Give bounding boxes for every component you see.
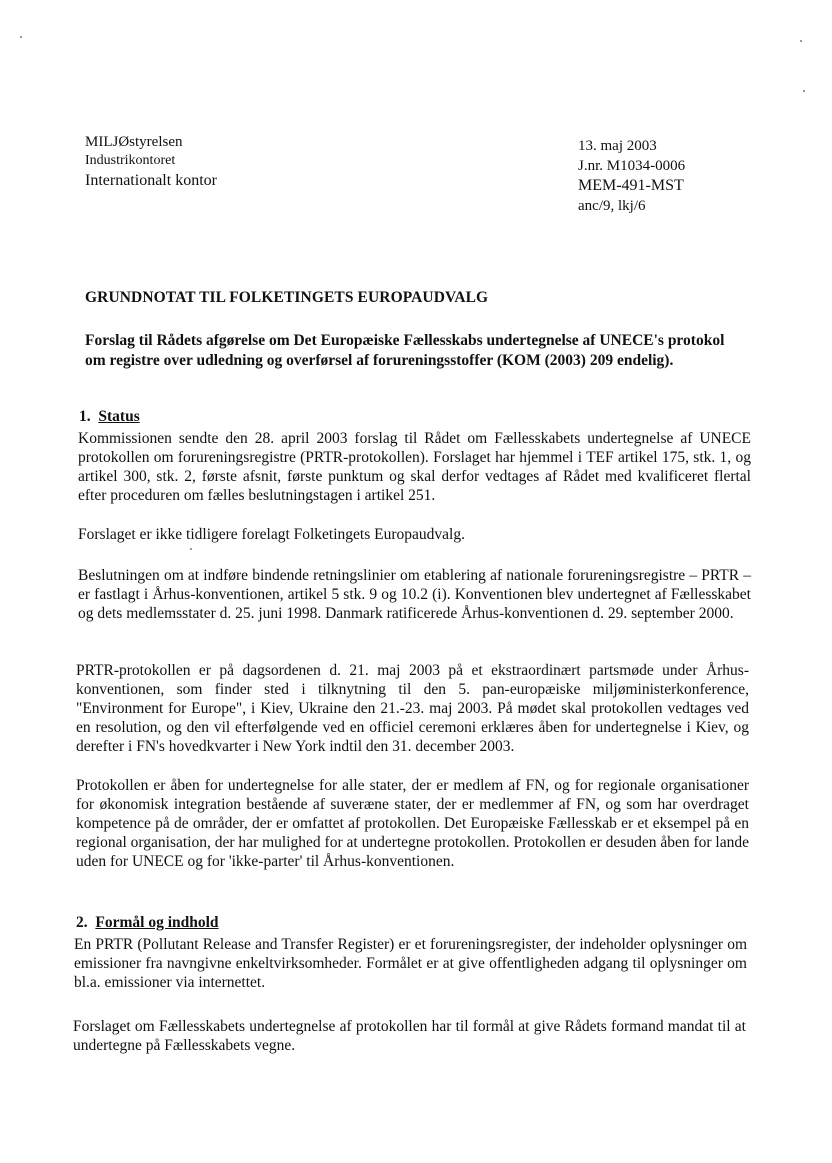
paragraph: PRTR-protokollen er på dagsordenen d. 21. maj 2003 på et ekstraordinært partsmøde under Århus-konventionen, som finder sted i tilknytning til den 5. pan-europæiske miljøministerkonference, "Environment for Europe", i Kiev, Ukraine den 21.-23. maj 2003. På mødet skal protokollen vedtages ved en resolution, og den vil efterfølgende ved en officiel ceremoni erklæres åben for undertegnelse i Kiev, og derefter i FN's hovedkvarter i New York indtil den 31. december 2003. [76,662,749,755]
scan-speck [800,40,802,42]
section-1-heading [79,407,749,426]
section-title: Status [98,408,140,425]
paragraph: En PRTR (Pollutant Release and Transfer Register) er et forureningsregister, der indeholder oplysninger om emissioner fra navngivne enkeltvirksomheder. Formålet er at give offentligheden adgang til oplysninger om bl.a. emissioner via internettet. [74,936,747,991]
paragraph: Kommissionen sendte den 28. april 2003 forslag til Rådet om Fællesskabets undertegnelse af UNECE protokollen om forureningsregistre (PRTR-protokollen). Forslaget har hjemmel i TEF artikel 175, stk. 1, og artikel 300, stk. 2, første afsnit, første punktum og skal derfor vedtages af Rådet med kvalificeret flertal efter proceduren om fælles beslutningstagen i artikel 251. [78,430,751,504]
scan-speck [20,36,22,38]
case-ref: anc/9, lkj/6 [578,198,646,214]
paragraph: Forslaget om Fællesskabets undertegnelse af protokollen har til formål at give Rådets formand mandat til at undertegne på Fællesskabets vegne. [73,1018,746,1054]
scan-speck [190,548,192,550]
doc-date: 13. maj 2003 [578,138,657,154]
org-name: MILJØstyrelsen [85,134,183,150]
org-dept: Industrikontoret [85,153,176,168]
document-heading: GRUNDNOTAT TIL FOLKETINGETS EUROPAUDVALG [85,289,489,306]
paragraph: Forslaget er ikke tidligere forelagt Folketingets Europaudvalg. [78,526,465,543]
reference-block [578,136,685,216]
journal-number: J.nr. M1034-0006 [578,158,686,174]
paragraph: Beslutningen om at indføre bindende retningslinier om etablering af nationale forureningsregistre – PRTR – er fastlagt i Århus-konventionen, artikel 5 stk. 9 og 10.2 (i). Konventionen blev undertegnet af Fællesskabet og dets medlemsstater d. 25. juni 1998. Danmark ratificerede Århus-konventionen d. 29. september 2000. [78,567,751,622]
scan-speck [803,90,805,92]
paragraph: Protokollen er åben for undertegnelse for alle stater, der er medlem af FN, og for regionale organisationer for økonomisk integration bestående af suveræne stater, der er medlemmer af FN, og som har overdraget kompetence på de områder, der er omfattet af protokollen. Det Europæiske Fællesskab er et eksempel på en regional organisation, der har mulighed for at undertegne protokollen. Protokollen er desuden åben for lande uden for UNECE og for 'ikke-parter' til Århus-konventionen. [76,777,749,870]
section-number: 2. [76,914,88,931]
section-number: 1. [79,408,91,425]
mem-number: MEM-491-MST [578,177,684,194]
document-subject: Forslag til Rådets afgørelse om Det Europæiske Fællesskabs undertegnelse af UNECE's protokol om registre over udledning og overførsel af forureningsstoffer (KOM (2003) 209 endelig). [85,332,725,369]
section-title: Formål og indhold [95,914,219,931]
sender-block [85,133,217,192]
section-2-heading [76,913,746,932]
org-office: Internationalt kontor [85,172,217,189]
